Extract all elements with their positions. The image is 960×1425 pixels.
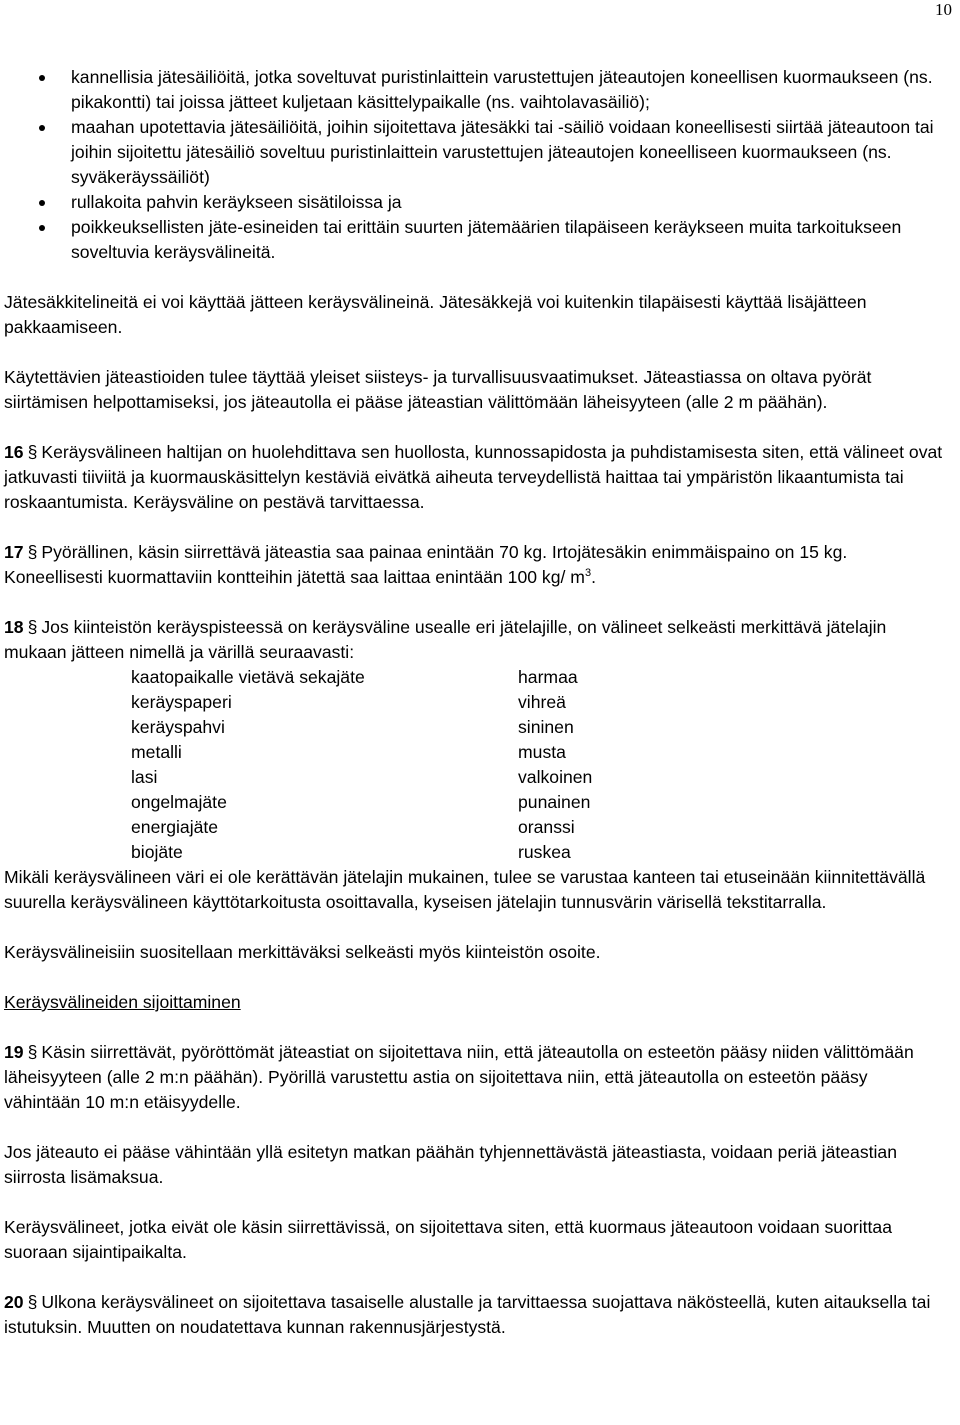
section-number: 19 bbox=[4, 1042, 24, 1062]
document-body bbox=[4, 65, 948, 1340]
container-type-list bbox=[4, 65, 948, 265]
table-row: metalli musta bbox=[131, 742, 566, 762]
section-number: 18 bbox=[4, 617, 24, 637]
section-18: 18 § Jos kiinteistön keräyspisteessä on keräysväline usealle eri jätelajille, on välineet selkeästi merkittävä jätelajin mukaan jätteen nimellä ja värillä seuraavasti: bbox=[4, 617, 887, 662]
bullet-icon bbox=[39, 125, 45, 131]
section-mark: § bbox=[27, 542, 38, 562]
list-item: poikkeuksellisten jäte-esineiden tai erittäin suurten jätemäärien tilapäiseen keräykseen muita tarkoitukseen soveltuvia keräysvälineitä. bbox=[4, 215, 948, 265]
paragraph-address: Keräysvälineisiin suositellaan merkittäväksi selkeästi myös kiinteistön osoite. bbox=[4, 942, 601, 962]
table-row: energiajäte oranssi bbox=[131, 817, 575, 837]
list-item: maahan upotettavia jätesäiliöitä, joihin sijoitettava jätesäkki tai -säiliö voidaan koneellisesti siirtää jäteautoon tai joihin sijoitettu jätesäiliö soveltuu puristinlaittein varustettujen jäteautojen koneelliseen kuormaukseen (ns. syväkeräyssäiliöt) bbox=[4, 115, 948, 190]
section-mark: § bbox=[27, 442, 38, 462]
table-row: kaatopaikalle vietävä sekajäte harmaa bbox=[131, 667, 578, 687]
section-20: 20 § Ulkona keräysvälineet on sijoitettava tasaiselle alustalle ja tarvittaessa suojattava näkösteellä, kuten aitauksella tai istutuksin. Muutten on noudatettava kunnan rakennusjärjestystä. bbox=[4, 1292, 931, 1337]
table-row: keräyspahvi sininen bbox=[131, 717, 574, 737]
section-number: 17 bbox=[4, 542, 24, 562]
paragraph-requirements: Käytettävien jäteastioiden tulee täyttää yleiset siisteys- ja turvallisuusvaatimukset. Jäteastiassa on oltava pyörät siirtämisen helpottamiseksi, jos jäteautolla ei pääse jäteastian välittömään läheisyyteen (alle 2 m päähän). bbox=[4, 367, 872, 412]
page-number: 10 bbox=[935, 0, 952, 19]
table-row: lasi valkoinen bbox=[131, 767, 593, 787]
paragraph-sacks: Jätesäkkitelineitä ei voi käyttää jätteen keräysvälineinä. Jätesäkkejä voi kuitenkin tilapäisesti käyttää lisäjätteen pakkaamiseen. bbox=[4, 292, 867, 337]
section-heading: Keräysvälineiden sijoittaminen bbox=[4, 992, 241, 1012]
section-16: 16 § Keräysvälineen haltijan on huolehdittava sen huollosta, kunnossapidosta ja puhdistamisesta siten, että välineet ovat jatkuvasti tiiviitä ja kuormauskäsittelyn kestäviä eivätkä aiheuta terveydellistä haittaa tai ympäristön likaantumista tai roskaantumista. Keräysväline on pestävä tarvittaessa. bbox=[4, 442, 943, 512]
bullet-icon bbox=[39, 75, 45, 81]
superscript: 3 bbox=[584, 567, 592, 580]
list-item: rullakoita pahvin keräykseen sisätiloissa ja bbox=[4, 190, 948, 215]
bullet-icon bbox=[39, 200, 45, 206]
list-item: kannellisia jätesäiliöitä, jotka soveltuvat puristinlaittein varustettujen jäteautojen koneellisen kuormaukseen (ns. pikakontti) tai joissa jätteet kuljetaan käsittelypaikalle (ns. vaihtolavasäiliö); bbox=[4, 65, 948, 115]
paragraph-transfer: Jos jäteauto ei pääse vähintään yllä esitetyn matkan päähän tyhjennettävästä jäteastiasta, voidaan periä jäteastian siirrosta lisämaksua. bbox=[4, 1142, 897, 1187]
section-number: 16 bbox=[4, 442, 24, 462]
section-17: 17 § Pyörällinen, käsin siirrettävä jäteastia saa painaa enintään 70 kg. Irtojätesäkin enimmäispaino on 15 kg. Koneellisesti kuormattaviin kontteihin jätettä saa laittaa enintään 100 kg/ $m^3$. bbox=[4, 542, 848, 587]
table-row: biojäte ruskea bbox=[131, 842, 571, 862]
section-mark: § bbox=[27, 617, 38, 637]
table-row: ongelmajäte punainen bbox=[131, 792, 591, 812]
bullet-icon bbox=[39, 225, 45, 231]
waste-color-table bbox=[131, 665, 592, 865]
section-mark: § bbox=[27, 1042, 38, 1062]
paragraph-nonportable: Keräysvälineet, jotka eivät ole käsin siirrettävissä, on sijoitettava siten, että kuormaus jäteautoon voidaan suorittaa suoraan sijaintipaikalta. bbox=[4, 1217, 892, 1262]
table-row: keräyspaperi vihreä bbox=[131, 692, 566, 712]
section-number: 20 bbox=[4, 1292, 24, 1312]
section-mark: § bbox=[27, 1292, 38, 1312]
paragraph-color-note: Mikäli keräysvälineen väri ei ole kerättävän jätelajin mukainen, tulee se varustaa kanteen tai etuseinään kiinnitettävällä suurella keräysvälineen käyttötarkoitusta osoittavalla, kyseisen jätelajin tunnusvärin värisellä tekstitarralla. bbox=[4, 867, 926, 912]
section-19: 19 § Käsin siirrettävät, pyöröttömät jäteastiat on sijoitettava niin, että jäteautolla on esteetön pääsy niiden välittömään läheisyyteen (alle 2 m:n päähän). Pyörillä varustettu astia on sijoitettava niin, että jäteautolla on esteetön pääsy vähintään 10 m:n etäisyydelle. bbox=[4, 1042, 914, 1112]
